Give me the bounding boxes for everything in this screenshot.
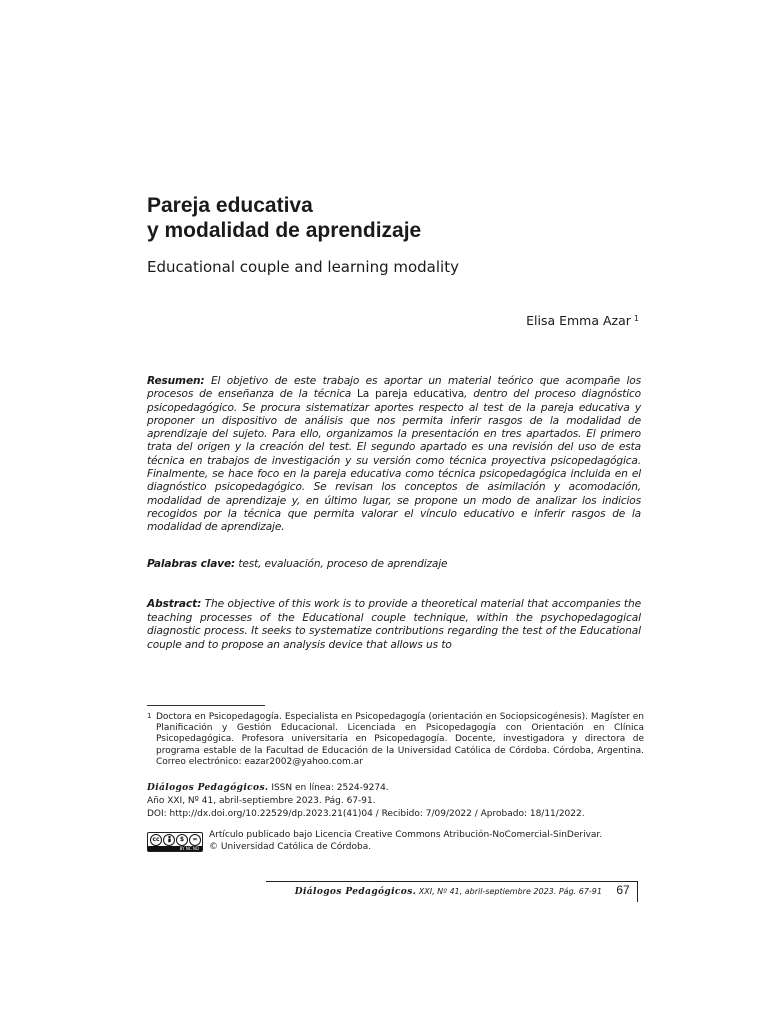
footnote-text: Doctora en Psicopedagogía. Especialista en Psicopedagogía (orientación en Sociopsicogénesis). Magíster en Planificación y Gestión Educacional. Licenciada en Psicopedagogía con Orientación en Clínica Psicopedagógica. Profesora universitaria en Psicopedagogía. Docente, investigadora y directora de programa estable de la Facultad de Educación de la Universidad Católica de Córdoba. Córdoba, Argentina. Correo electrónico: eazar2002@yahoo.com.ar xyxy=(156,712,644,767)
license-line-2: © Universidad Católica de Córdoba. xyxy=(209,841,372,852)
running-footer xyxy=(295,887,602,897)
author-footnote-marker[interactable]: 1 xyxy=(633,314,639,323)
noderivatives-icon: = xyxy=(189,834,201,846)
cc-license-badge[interactable] xyxy=(147,832,203,852)
resumen-text-2: , dentro del proceso diagnóstico psicopedagógico. Se procura sistematizar aportes respecto al test de la pareja educativa y proponer un dispositivo de análisis que nos permita inferir rasgos de la modalidad de aprendizaje del sujeto. Para ello, organizamos la presentación en tres apartados. El primero trata del origen y la creación del test. El segundo apartado es una revisión del uso de esta técnica en trabajos de investigación y su versión como técnica proyectiva psicopedagógica. Finalmente, se hace foco en la pareja educativa como técnica psicopedagógica incluida en el diagnóstico psicopedagógico. Se revisan los conceptos de asimilación y acomodación, modalidad de aprendizaje y, en último lugar, se propone un modo de analizar los indicios recogidos por la técnica que permita valorar el vínculo educativo e inferir rasgos de la modalidad de aprendizaje. xyxy=(147,388,642,534)
keywords-paragraph xyxy=(147,558,641,571)
resumen-label: Resumen: xyxy=(147,375,205,387)
footer-rule xyxy=(266,881,638,882)
abstract-paragraph xyxy=(147,598,641,652)
keywords-text: test, evaluación, proceso de aprendizaje xyxy=(235,558,448,570)
attribution-icon xyxy=(163,834,175,846)
noncommercial-icon: $ xyxy=(176,834,188,846)
journal-name: Diálogos Pedagógicos. xyxy=(147,783,269,793)
article-title xyxy=(147,193,421,243)
keywords-label: Palabras clave: xyxy=(147,558,236,570)
journal-issn: ISSN en línea: 2524-9274. xyxy=(268,783,389,793)
author-name: Elisa Emma Azar xyxy=(526,313,631,328)
footnote-number: 1 xyxy=(147,712,152,720)
license-text xyxy=(209,830,649,853)
creative-commons-icon: cc xyxy=(150,834,162,846)
license-line-1: Artículo publicado bajo Licencia Creative Commons Atribución-NoComercial-SinDerivar. xyxy=(209,830,603,840)
footnote-divider xyxy=(147,705,265,706)
title-line-2: y modalidad de aprendizaje xyxy=(147,219,422,242)
author-footnote xyxy=(147,712,644,768)
resumen-technique-term: La pareja educativa xyxy=(357,388,465,401)
cc-badge-strip: BY NC ND xyxy=(148,846,202,851)
title-line-1: Pareja educativa xyxy=(147,194,313,217)
article-subtitle: Educational couple and learning modality xyxy=(147,258,459,276)
resumen-text-1: El objetivo de este trabajo es aportar un material teórico que acompañe los procesos de enseñanza de la técnica xyxy=(147,375,641,401)
journal-issue-line: Año XXI, Nº 41, abril-septiembre 2023. Pág. 67-91. xyxy=(147,796,376,806)
license-block xyxy=(147,830,647,856)
footer-vertical-rule xyxy=(637,881,638,902)
abstract-label: Abstract: xyxy=(147,598,202,610)
page-number: 67 xyxy=(616,883,630,897)
footer-journal-name: Diálogos Pedagógicos. xyxy=(294,887,417,897)
abstract-text: The objective of this work is to provide a theoretical material that accompanies the teaching processes of the Educational couple technique, within the psychopedagogical diagnostic process. It seeks to systematize contributions regarding the test of the Educational couple and to propose an analysis device that allows us to xyxy=(147,598,641,651)
resumen-paragraph xyxy=(147,375,641,535)
footer-ref-text: XXI, Nº 41, abril-septiembre 2023. Pág. 67-91 xyxy=(416,887,602,896)
author-line xyxy=(526,313,639,328)
journal-doi-line[interactable]: DOI: http://dx.doi.org/10.22529/dp.2023.21(41)04 / Recibido: 7/09/2022 / Aprobado: 18/11/2022. xyxy=(147,809,585,819)
journal-info xyxy=(147,782,647,821)
